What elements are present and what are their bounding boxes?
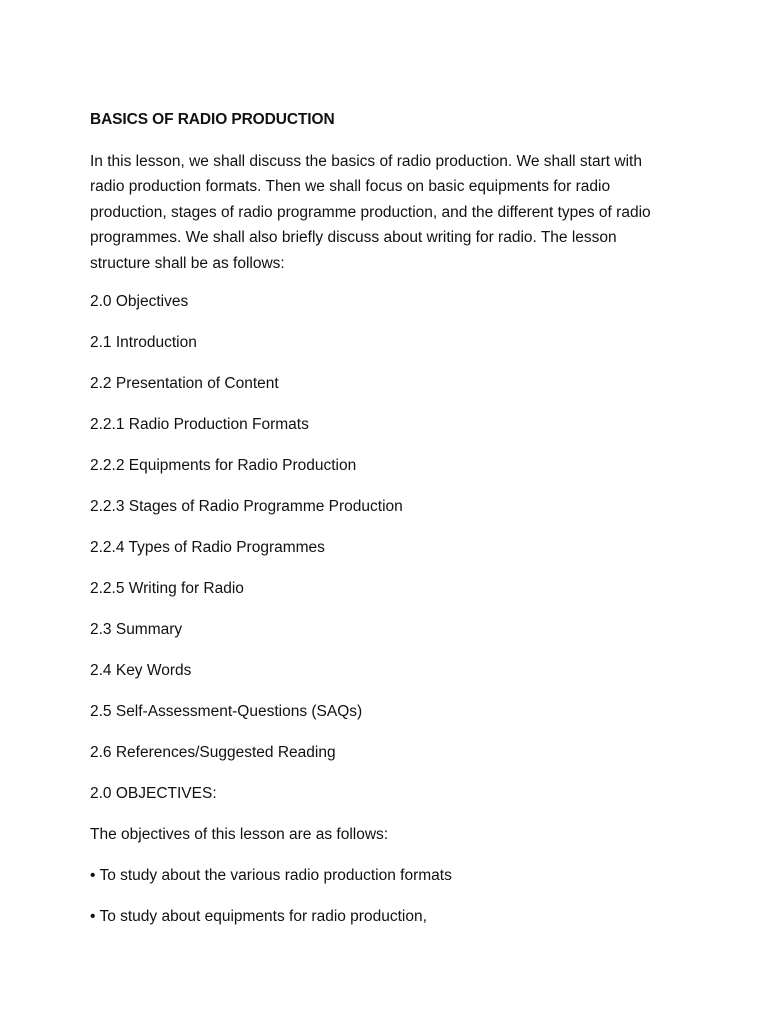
toc-item: 2.2.4 Types of Radio Programmes <box>90 539 325 557</box>
toc-item: 2.3 Summary <box>90 621 183 639</box>
toc-item: 2.2 Presentation of Content <box>90 375 279 393</box>
toc-item: 2.2.1 Radio Production Formats <box>90 416 309 434</box>
toc-item: 2.0 Objectives <box>90 293 189 311</box>
document-page <box>90 109 680 947</box>
lesson-structure-list <box>90 291 680 763</box>
objectives-heading: 2.0 OBJECTIVES: <box>90 785 217 803</box>
document-title: BASICS OF RADIO PRODUCTION <box>90 111 335 128</box>
objectives-intro: The objectives of this lesson are as follows: <box>90 826 389 844</box>
toc-item: 2.4 Key Words <box>90 662 192 680</box>
intro-paragraph: In this lesson, we shall discuss the basics of radio production. We shall start with radio production formats. Then we shall focus on basic equipments for radio production, stages of radio programme production, and the different types of radio programmes. We shall also briefly discuss about writing for radio. The lesson structure shall be as follows: <box>90 153 651 272</box>
objective-bullet: • To study about equipments for radio production, <box>90 908 427 926</box>
toc-item: 2.1 Introduction <box>90 334 197 352</box>
toc-item: 2.5 Self-Assessment-Questions (SAQs) <box>90 703 363 721</box>
toc-item: 2.2.3 Stages of Radio Programme Production <box>90 498 403 516</box>
toc-item: 2.2.5 Writing for Radio <box>90 580 244 598</box>
toc-item: 2.2.2 Equipments for Radio Production <box>90 457 357 475</box>
objective-bullet: • To study about the various radio production formats <box>90 867 452 885</box>
toc-item: 2.6 References/Suggested Reading <box>90 744 336 762</box>
